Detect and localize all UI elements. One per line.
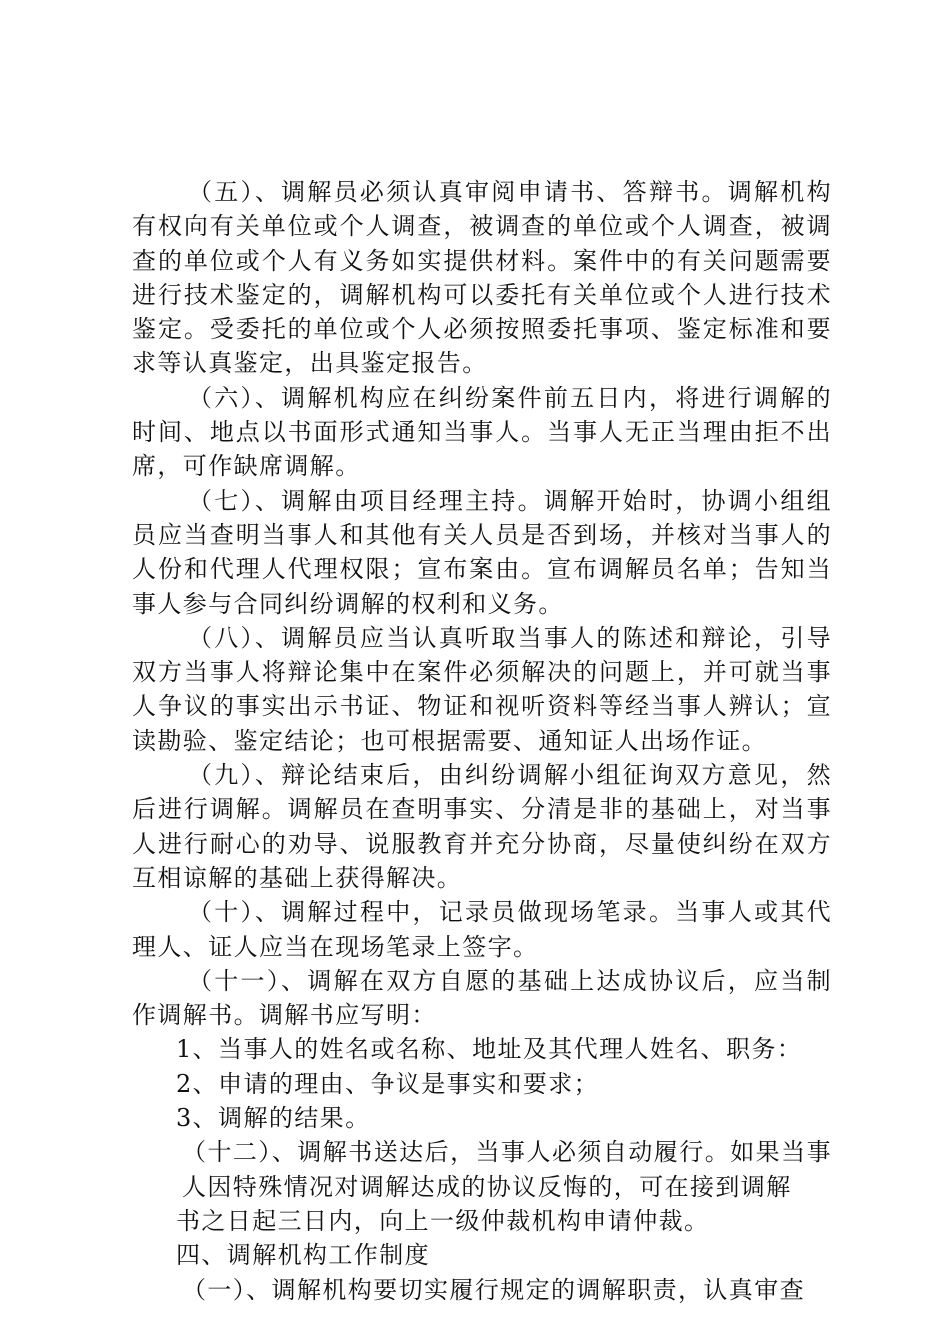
paragraph-nine: （九）、辩论结束后，由纠纷调解小组征询双方意见，然后进行调解。调解员在查明事实、分清是非的基础上，对当事人进行耐心的劝导、说服教育并充分协商，尽量使纠纷在双方互相谅解的基础上获得解决。 [132,761,832,892]
paragraph-six: （六）、调解机构应在纠纷案件前五日内，将进行调解的时间、地点以书面形式通知当事人。当事人无正当理由拒不出席，可作缺席调解。 [132,383,832,481]
paragraph-eight: （八）、调解员应当认真听取当事人的陈述和辩论，引导双方当事人将辩论集中在案件必须解决的问题上，并可就当事人争议的事实出示书证、物证和视听资料等经当事人辨认；宣读勘验、鉴定结论；也可根据需要、通知证人出场作证。 [132,623,832,755]
paragraph-twelve: （十二）、调解书送达后，当事人必须自动履行。如果当事人因特殊情况对调解达成的协议反悔的，可在接到调解 [182,1138,832,1201]
section-heading-four: 四、调解机构工作制度 [176,1241,430,1270]
paragraph-eleven: （十一）、调解在双方自愿的基础上达成协议后，应当制作调解书。调解书应写明： [132,966,832,1030]
list-item-one: 1、当事人的姓名或名称、地址及其代理人姓名、职务： [176,1035,803,1064]
document-body [132,175,832,1307]
paragraph-twelve-continued: 书之日起三日内，向上一级仲裁机构申请仲裁。 [176,1206,710,1235]
list-item-three: 3、调解的结果。 [176,1104,371,1133]
list-item-two: 2、申请的理由、争议是事实和要求； [176,1069,600,1098]
paragraph-section-four-one: （一）、调解机构要切实履行规定的调解职责，认真审查 [182,1275,805,1304]
paragraph-ten: （十）、调解过程中，记录员做现场笔录。当事人或其代理人、证人应当在现场笔录上签字。 [132,898,832,961]
paragraph-seven: （七）、调解由项目经理主持。调解开始时，协调小组组员应当查明当事人和其他有关人员是否到场，并核对当事人的人份和代理人代理权限；宣布案由。宣布调解员名单；告知当事人参与合同纠纷调解的权利和义务。 [132,486,832,618]
paragraph-five: （五）、调解员必须认真审阅申请书、答辩书。调解机构有权向有关单位或个人调查，被调查的单位或个人调查，被调查的单位或个人有义务如实提供材料。案件中的有关问题需要进行技术鉴定的，调解机构可以委托有关单位或个人进行技术鉴定。受委托的单位或个人必须按照委托事项、鉴定标准和要求等认真鉴定，出具鉴定报告。 [132,178,832,378]
